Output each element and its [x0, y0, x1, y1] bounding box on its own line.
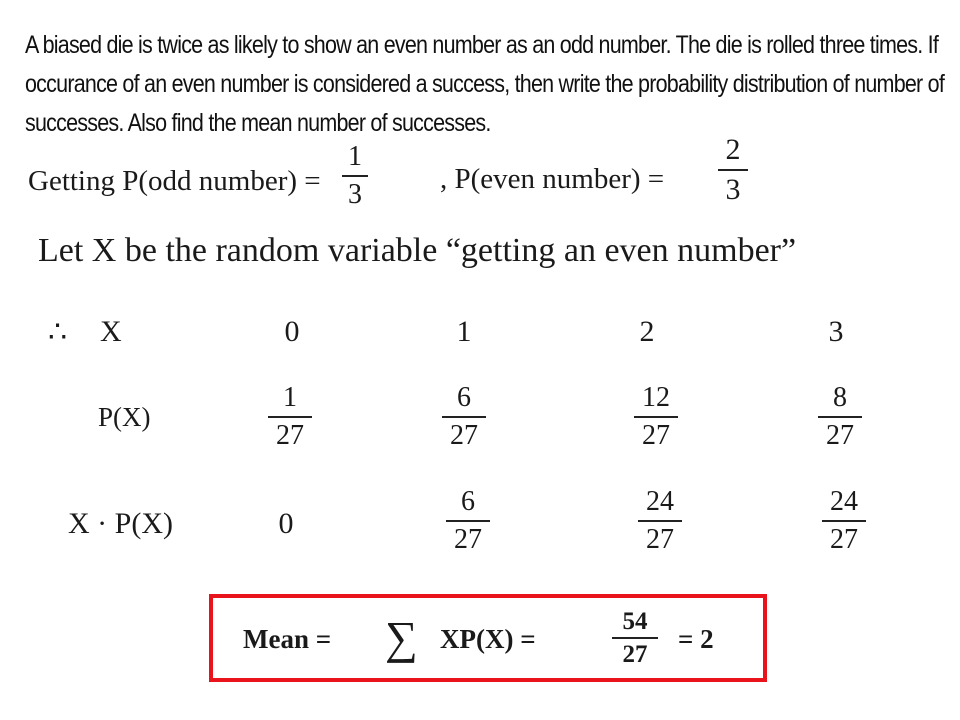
fraction-bar — [612, 637, 658, 639]
p-value — [442, 384, 486, 450]
xp-value — [638, 488, 682, 554]
xp-denominator: 27 — [646, 524, 674, 555]
p-numerator: 12 — [642, 382, 670, 413]
question-line-3: successes. Also find the mean number of successes. — [25, 109, 491, 137]
row-label-x: X — [100, 315, 122, 348]
even-probability-fraction — [718, 135, 748, 205]
fraction-bar — [342, 175, 368, 177]
p-numerator: 8 — [833, 382, 847, 413]
fraction-bar — [446, 520, 490, 522]
question-line-1: A biased die is twice as likely to show an even number as an odd number. The die is rolled three times. If — [25, 31, 939, 59]
fraction-bar — [822, 520, 866, 522]
even-numerator: 2 — [725, 133, 741, 166]
mean-result: = 2 — [678, 624, 714, 654]
question-text — [25, 26, 945, 143]
fraction-bar — [634, 416, 678, 418]
mean-numerator: 54 — [622, 608, 648, 635]
p-denominator: 27 — [276, 420, 304, 451]
p-denominator: 27 — [450, 420, 478, 451]
odd-denominator: 3 — [348, 179, 362, 210]
fraction-bar — [442, 416, 486, 418]
even-denominator: 3 — [725, 173, 741, 206]
xp-value — [822, 488, 866, 554]
mean-expression: XP(X) = — [440, 624, 536, 654]
mean-label: Mean = — [243, 624, 332, 654]
odd-probability-label: Getting P(odd number) = — [28, 165, 321, 197]
therefore-symbol: ∴ — [48, 316, 68, 349]
x-value: 1 — [456, 315, 472, 348]
random-variable-definition: Let X be the random variable “getting an even number” — [38, 232, 797, 269]
p-value — [634, 384, 678, 450]
xp-zero-value: 0 — [278, 507, 294, 540]
p-value — [818, 384, 862, 450]
xp-numerator: 24 — [830, 486, 858, 517]
fraction-bar — [718, 169, 748, 171]
xp-value — [446, 488, 490, 554]
x-value: 2 — [639, 315, 655, 348]
p-numerator: 1 — [283, 382, 297, 413]
odd-numerator: 1 — [348, 141, 362, 172]
row-label-px: P(X) — [98, 402, 151, 432]
fraction-bar — [268, 416, 312, 418]
xp-denominator: 27 — [454, 524, 482, 555]
p-denominator: 27 — [642, 420, 670, 451]
sigma-symbol: ∑ — [385, 612, 418, 663]
even-probability-label: , P(even number) = — [440, 163, 665, 195]
p-value — [268, 384, 312, 450]
question-line-2: occurance of an even number is considered a success, then write the probability distribution of number of — [25, 70, 945, 98]
p-numerator: 6 — [457, 382, 471, 413]
odd-probability-fraction — [342, 143, 368, 209]
xp-numerator: 6 — [461, 486, 475, 517]
mean-denominator: 27 — [622, 641, 648, 668]
fraction-bar — [638, 520, 682, 522]
fraction-bar — [818, 416, 862, 418]
x-value: 0 — [284, 315, 300, 348]
xp-denominator: 27 — [830, 524, 858, 555]
xp-numerator: 24 — [646, 486, 674, 517]
x-value: 3 — [828, 315, 844, 348]
mean-fraction — [612, 609, 658, 667]
p-denominator: 27 — [826, 420, 854, 451]
row-label-xpx: X · P(X) — [68, 507, 173, 540]
